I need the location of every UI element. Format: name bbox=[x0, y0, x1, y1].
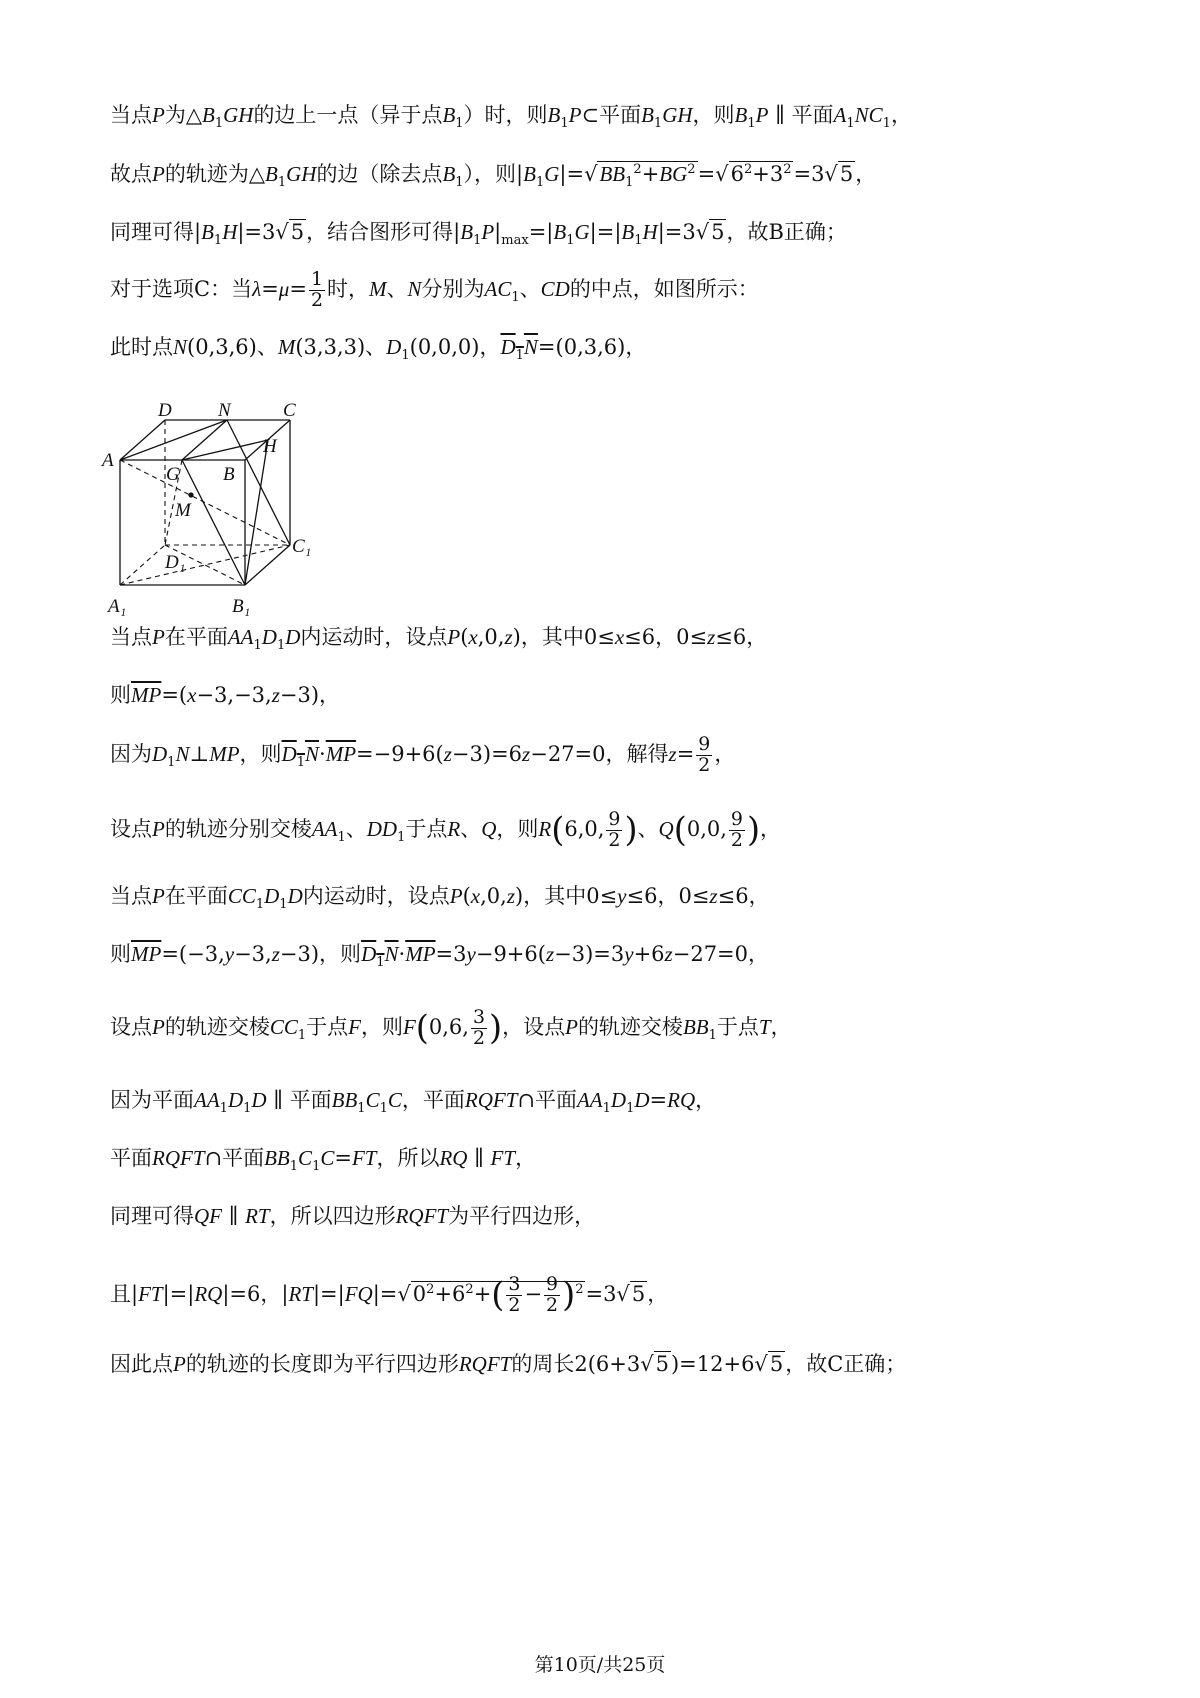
text-line: 当点P在平面$CC_1D_1D$内运动时，设点P(x,0,z)，其中0≤y≤6，0≤z≤6， bbox=[110, 884, 770, 913]
text-line: 当点P为$\triangle B_1GH$的边上一点（异于点$B_1$）时，则$B_1P\subset$平面$B_1GH$，则$B_1P$ ∥ 平面$A_1NC_1$， bbox=[110, 103, 912, 132]
text-line: 因为平面$AA_1D_1D$ ∥ 平面$BB_1C_1C$，平面RQFT∩平面$AA_1D_1D=RQ$， bbox=[110, 1088, 717, 1117]
label-a1: A₁ bbox=[108, 596, 127, 617]
label-n: N bbox=[218, 400, 231, 421]
cube-figure bbox=[100, 400, 360, 650]
label-c1: C₁ bbox=[292, 536, 312, 557]
text-line: 则$\overline{MP}=(x-3,-3,z-3)$， bbox=[110, 683, 341, 707]
text-line: 对于选项C：当λ=μ= $\frac{1}{2}$ 时，M、N分别为$AC_1$、CD的中点，如图所示： bbox=[110, 268, 759, 311]
text-line: 此时点N(0,3,6)、M(3,3,3)、$D_1(0,0,0)$，$D_1N=(0,3,6)$， bbox=[110, 335, 647, 364]
label-c: C bbox=[283, 400, 296, 421]
text-line: 因为$D_1N\perp MP$，则$D_1N\cdot\overline{MP}=-9+6(z-3)=6z-27=0$，解得z= $\frac{9}{2}$ ， bbox=[110, 733, 736, 776]
text-line: 且|FT|=|RQ|=6，$|RT|=|FQ|=√0^2+6^2+$( $\frac{3}{2}$ − $\frac{9}{2}$ )$^2$=3√5， bbox=[110, 1273, 669, 1316]
text-line: 同理可得$|B_1H|=3√5$，结合图形可得$|B_1P|_{max}=|B_1G|=|B_1H|=3√5$，故B正确； bbox=[110, 220, 847, 249]
point-m bbox=[188, 492, 193, 497]
label-m: M bbox=[175, 500, 191, 521]
text-line: 同理可得QF ∥ RT，所以四边形RQFT为平行四边形， bbox=[110, 1204, 596, 1228]
label-d: D bbox=[158, 400, 172, 421]
page-footer: 第10页/共25页 bbox=[534, 1654, 666, 1676]
text-line: 则$\overline{MP}=(-3,y-3,z-3)$，则$D_1N\cdot\overline{MP}=3y-9+6(z-3)=3y+6z-27=0$， bbox=[110, 942, 770, 971]
text-line: 设点P的轨迹交棱$CC_1$于点F，则F(0,6, $\frac{3}{2}$ )，设点P的轨迹交棱$BB_1$于点T， bbox=[110, 1006, 792, 1049]
text-line: 平面RQFT∩平面$BB_1C_1C=FT$，所以RQ ∥ FT， bbox=[110, 1146, 537, 1175]
text-line: 设点P的轨迹分别交棱$AA_1$、$DD_1$于点R、Q，则R(6,0, $\frac{9}{2}$ )、Q(0,0, $\frac{9}{2}$ )， bbox=[110, 808, 782, 851]
label-h: H bbox=[263, 436, 277, 457]
label-b: B bbox=[223, 464, 235, 485]
text-line: 因此点P的轨迹的长度即为平行四边形RQFT的周长2(6+3√5)=12+6√5，故C正确； bbox=[110, 1352, 907, 1376]
label-a: A bbox=[102, 450, 114, 471]
text-line: 当点P在平面$AA_1D_1D$内运动时，设点P(x,0,z)，其中0≤x≤6，0≤z≤6， bbox=[110, 625, 768, 654]
label-g: G bbox=[166, 464, 180, 485]
label-b1: B₁ bbox=[232, 596, 251, 617]
label-d1: D₁ bbox=[165, 552, 186, 573]
text-line: 故点P的轨迹为$\triangle B_1GH$的边（除去点$B_1$），则$|B_1G|=√BB_1^2+BG^2=√6^2+3^2=3√5$， bbox=[110, 162, 877, 191]
